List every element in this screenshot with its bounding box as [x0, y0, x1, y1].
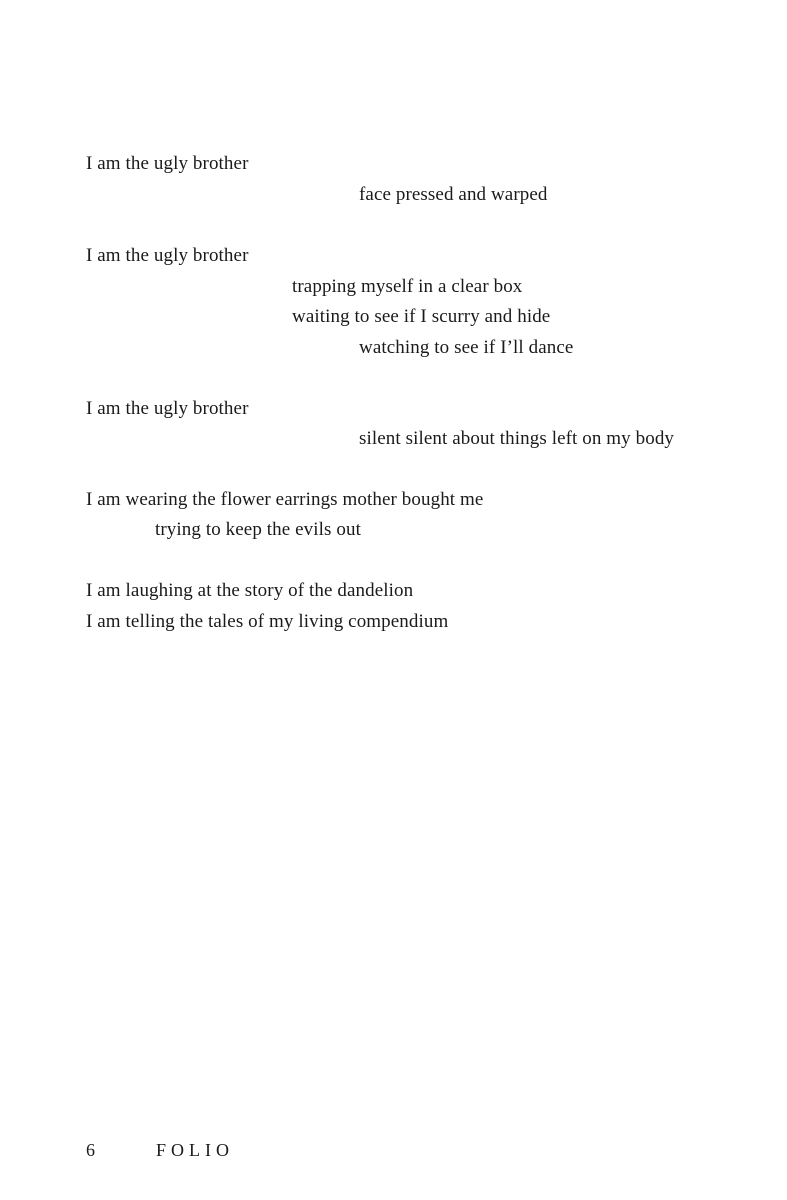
poem-line: I am the ugly brother	[86, 153, 249, 174]
poem-line: silent silent about things left on my body	[359, 428, 675, 449]
poem-line: trapping myself in a clear box	[292, 276, 523, 297]
poem-line: I am the ugly brother	[86, 245, 249, 266]
poem-line: I am the ugly brother	[86, 398, 249, 419]
poem-line: waiting to see if I scurry and hide	[292, 306, 551, 327]
poem-line: watching to see if I’ll dance	[359, 337, 574, 358]
poem-line: I am telling the tales of my living compendium	[86, 611, 449, 632]
poem-line: I am wearing the flower earrings mother bought me	[86, 489, 484, 510]
running-head: FOLIO	[156, 1140, 234, 1160]
poem-line: trying to keep the evils out	[155, 519, 361, 540]
page-footer	[86, 1138, 234, 1162]
page-number: 6	[86, 1140, 95, 1160]
poem-line: face pressed and warped	[359, 184, 548, 205]
poem-line: I am laughing at the story of the dandelion	[86, 580, 414, 601]
